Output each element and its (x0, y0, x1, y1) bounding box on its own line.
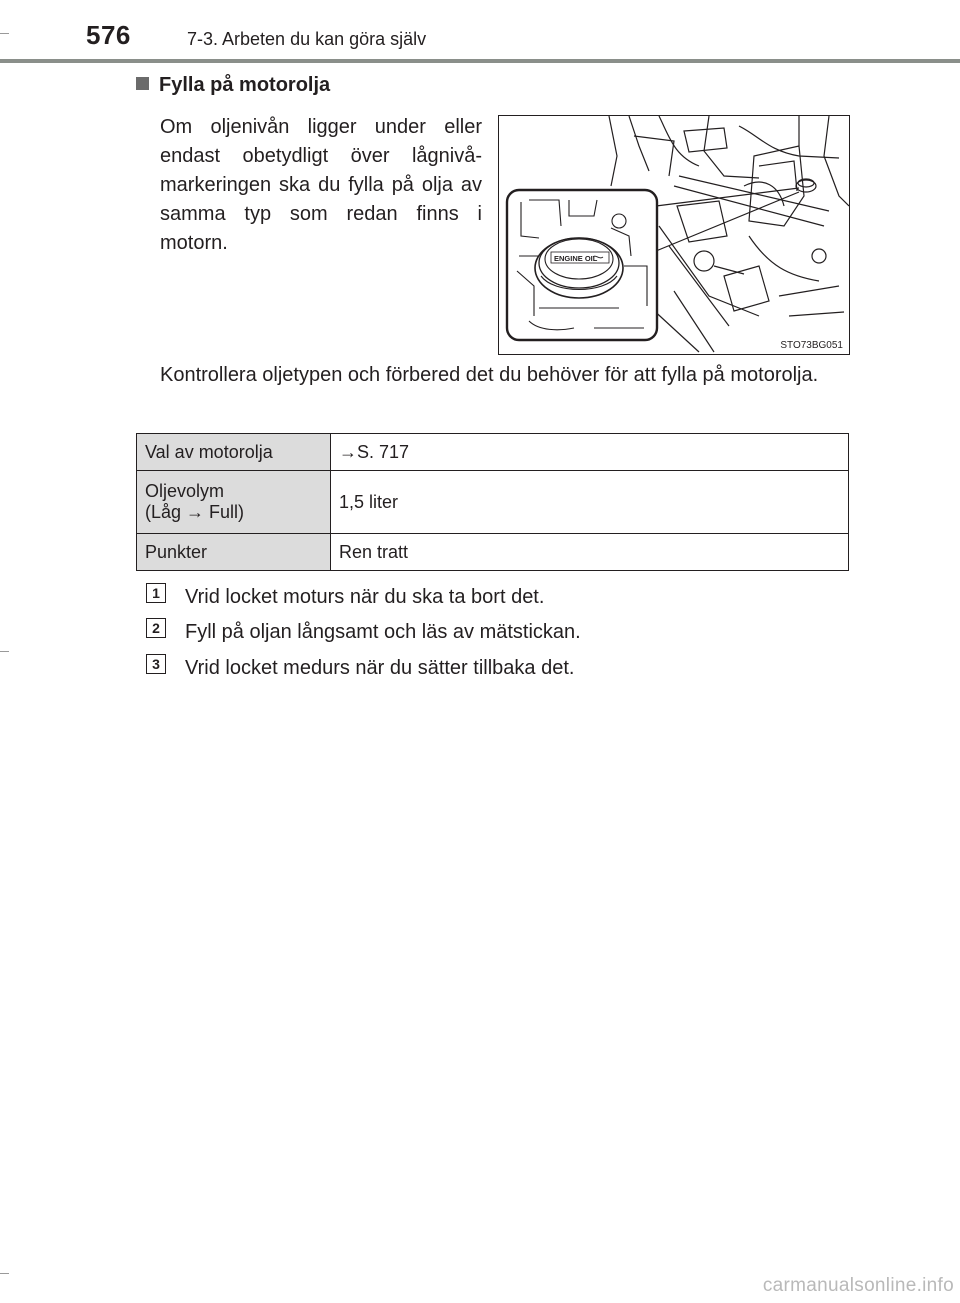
row-value: 1,5 liter (331, 471, 849, 534)
figure-code: STO73BG051 (780, 340, 843, 351)
crop-mark (0, 651, 9, 652)
engine-bay-drawing (499, 116, 849, 354)
square-bullet-icon (136, 77, 149, 90)
page-number: 576 (86, 20, 131, 50)
section-heading (136, 74, 330, 97)
table-row (137, 471, 849, 534)
row-value: Ren tratt (331, 534, 849, 571)
chapter-title: 7-3. Arbeten du kan göra själv (187, 29, 427, 49)
crop-mark (0, 33, 9, 34)
crop-mark (0, 1273, 9, 1274)
step-text: Fyll på oljan långsamt och läs av mätstickan. (185, 621, 581, 643)
step-text: Vrid locket medurs när du sätter tillbaka det. (185, 657, 575, 679)
row-label: Val av motorolja (137, 434, 331, 471)
step-text: Vrid locket moturs när du ska ta bort det. (185, 586, 545, 608)
row-label: Punkter (137, 534, 331, 571)
intro-paragraph: Om oljenivån ligger under eller endast obetydligt över lågnivå-markeringen ska du fylla på olja av samma typ som redan finns i motorn. (160, 116, 482, 254)
oil-cap-label: ENGINE OIL (554, 254, 598, 263)
header-divider (0, 59, 960, 63)
table-row (137, 434, 849, 471)
table-row (137, 534, 849, 571)
watermark: carmanualsonline.info (762, 1275, 954, 1296)
section-heading-text: Fylla på motorolja (159, 74, 331, 96)
oil-spec-table (136, 433, 849, 571)
row-label: Oljevolym (Låg → Full) (137, 471, 331, 534)
engine-oil-cap-illustration (498, 115, 850, 355)
step-number-badge: 1 (146, 583, 166, 603)
row-value: →S. 717 (331, 434, 849, 471)
step-number-badge: 2 (146, 618, 166, 638)
preparation-paragraph: Kontrollera oljetypen och förbered det du behöver för att fylla på motorolja. (160, 364, 819, 386)
step-number-badge: 3 (146, 654, 166, 674)
